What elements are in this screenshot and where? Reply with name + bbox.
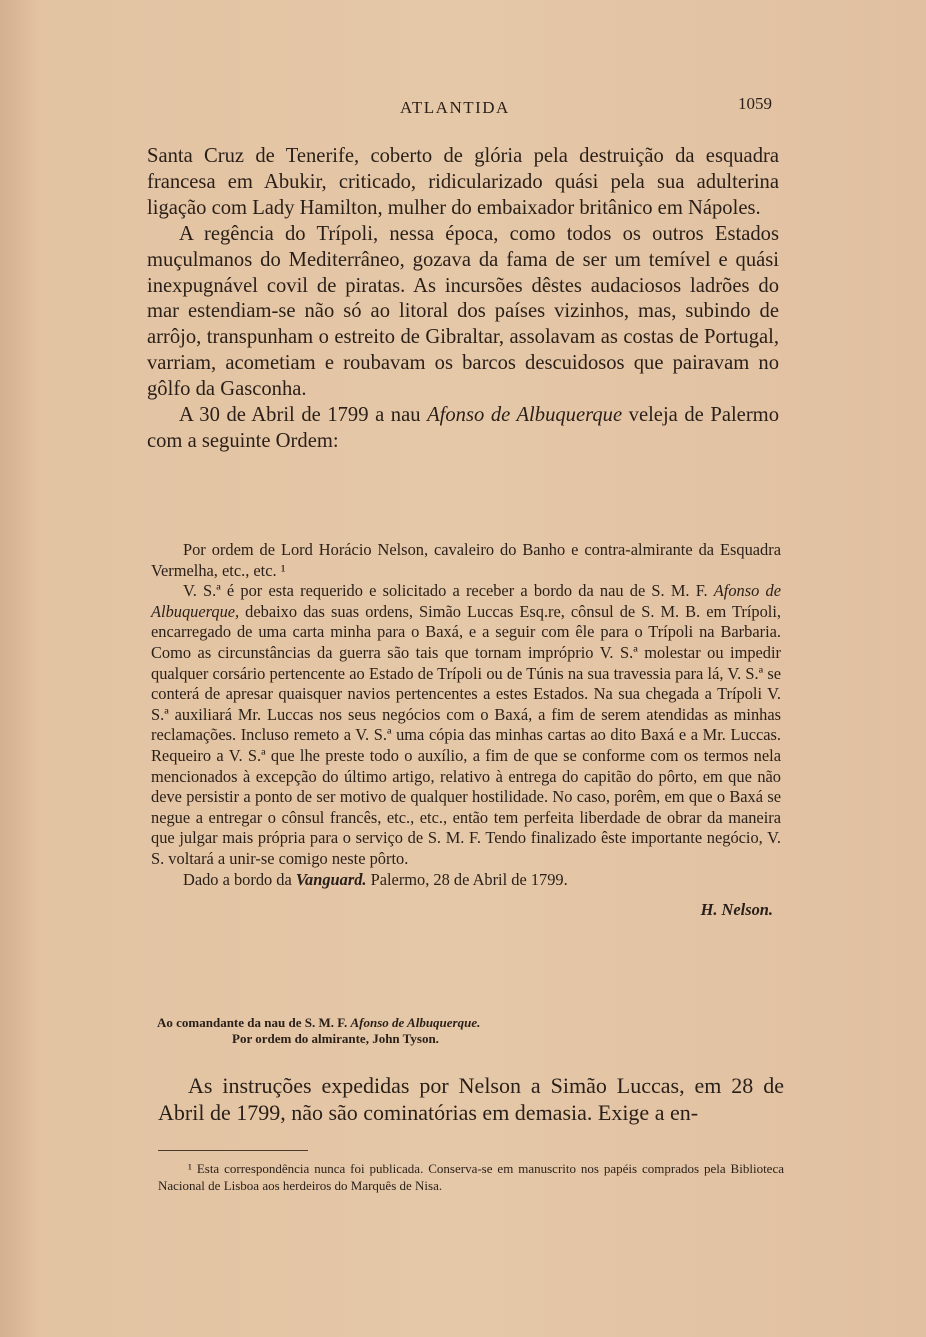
signature: H. Nelson.	[700, 900, 773, 920]
addressee-ship: Afonso de Albuquerque.	[350, 1015, 481, 1030]
by-order-line: Por ordem do almirante, John Tyson.	[232, 1031, 439, 1046]
addressee-before: Ao comandante da nau de S. M. F.	[157, 1015, 351, 1030]
paragraph-3-after: veleja de Palermo com a seguinte Ordem:	[147, 404, 779, 452]
paragraph-3-before: A 30 de Abril de 1799 a nau	[179, 404, 428, 427]
page-header	[0, 92, 926, 122]
closing-text: As instruções expedidas por Nelson a Simão Luccas, em 28 de Abril de 1799, não são cominatórias em demasia. Exige a en-	[158, 1073, 784, 1125]
footnote-divider	[158, 1150, 308, 1151]
footnote	[158, 1160, 784, 1194]
addressee-line	[157, 1015, 777, 1031]
order-body-after: debaixo das suas ordens, Simão Luccas Esq.re, cônsul de S. M. B. em Trípoli, encarregado de uma carta minha para o Baxá, e a seguir com êle para o Trípoli na Barbaria. Como as circunstâncias da guerra são tais que tornam impróprio V. S.ª molestar ou impedir qualquer corsário pertencente ao Estado de Trípoli ou de Túnis na sua travessia para lá, V. S.ª se conterá de apresar quaisquer navios pertencentes a estes Estados. Na sua chegada a Trípoli V. S.ª auxiliará Mr. Luccas nos seus negócios com o Baxá, a fim de serem atendidas as minhas reclamações. Incluso remeto a V. S.ª uma cópia das minhas cartas ao dito Baxá e a Mr. Luccas. Requeiro a V. S.ª que lhe preste todo o auxílio, a fim de que se conforme com os termos nela mencionados à excepção do último artigo, relativo à entrega do capitão do pôrto, em que não deve persistir a ponto de ser motivo de qualquer hostilidade. No caso, porêm, em que o Baxá se negue a entregar o cônsul francês, etc., etc., então tem perfeita liberdade de obrar da maneira que julgar mais própria para o serviço de S. M. F. Tendo finalizado êste importante negócio, V. S. voltará a unir-se comigo neste pôrto.	[151, 601, 781, 868]
order-ship-name: Afonso de Albuquerque,	[151, 581, 781, 621]
order-dated	[151, 870, 781, 891]
paragraph-2: A regência do Trípoli, nessa época, como todos os outros Estados muçulmanos do Mediterrâneo, gozava da fama de ser um temível e quási inexpugnável covil de piratas. As incursões dêstes audaciosos ladrões do mar estendiam-se não só ao litoral dos países vizinhos, mas, subindo de arrôjo, transpunham o estreito de Gibraltar, assolavam as costas de Portugal, varriam, acometiam e roubavam os barcos descuidosos que pairavam no gôlfo da Gasconha.	[147, 222, 779, 401]
running-title: ATLANTIDA	[400, 98, 510, 117]
paragraph-1: Santa Cruz de Tenerife, coberto de glória pela destruição da esquadra francesa em Abukir, criticado, ridicularizado quási pela sua adulterina ligação com Lady Hamilton, mulher do embaixador britânico em Nápoles.	[147, 145, 779, 219]
dated-after: Palermo, 28 de Abril de 1799.	[366, 869, 568, 889]
addressee-block	[157, 1015, 777, 1047]
body-text	[147, 144, 779, 455]
closing-paragraph	[158, 1072, 784, 1126]
footnote-text: ¹ Esta correspondência nunca foi publicada. Conserva-se em manuscrito nos papéis comprados pela Biblioteca Nacional de Lisboa aos herdeiros do Marquês de Nisa.	[158, 1161, 784, 1193]
ship-name: Afonso de Albuquerque	[427, 404, 623, 427]
dated-ship: Vanguard.	[295, 869, 367, 889]
order-body	[151, 581, 781, 869]
order-body-before: V. S.ª é por esta requerido e solicitado a receber a bordo da nau de S. M. F.	[183, 581, 714, 601]
page-number: 1059	[738, 94, 772, 113]
nelson-order	[151, 540, 781, 921]
paragraph-3	[147, 403, 779, 455]
dated-before: Dado a bordo da	[183, 869, 296, 889]
order-heading: Por ordem de Lord Horácio Nelson, cavaleiro do Banho e contra-almirante da Esquadra Vermelha, etc., etc. ¹	[151, 540, 781, 580]
